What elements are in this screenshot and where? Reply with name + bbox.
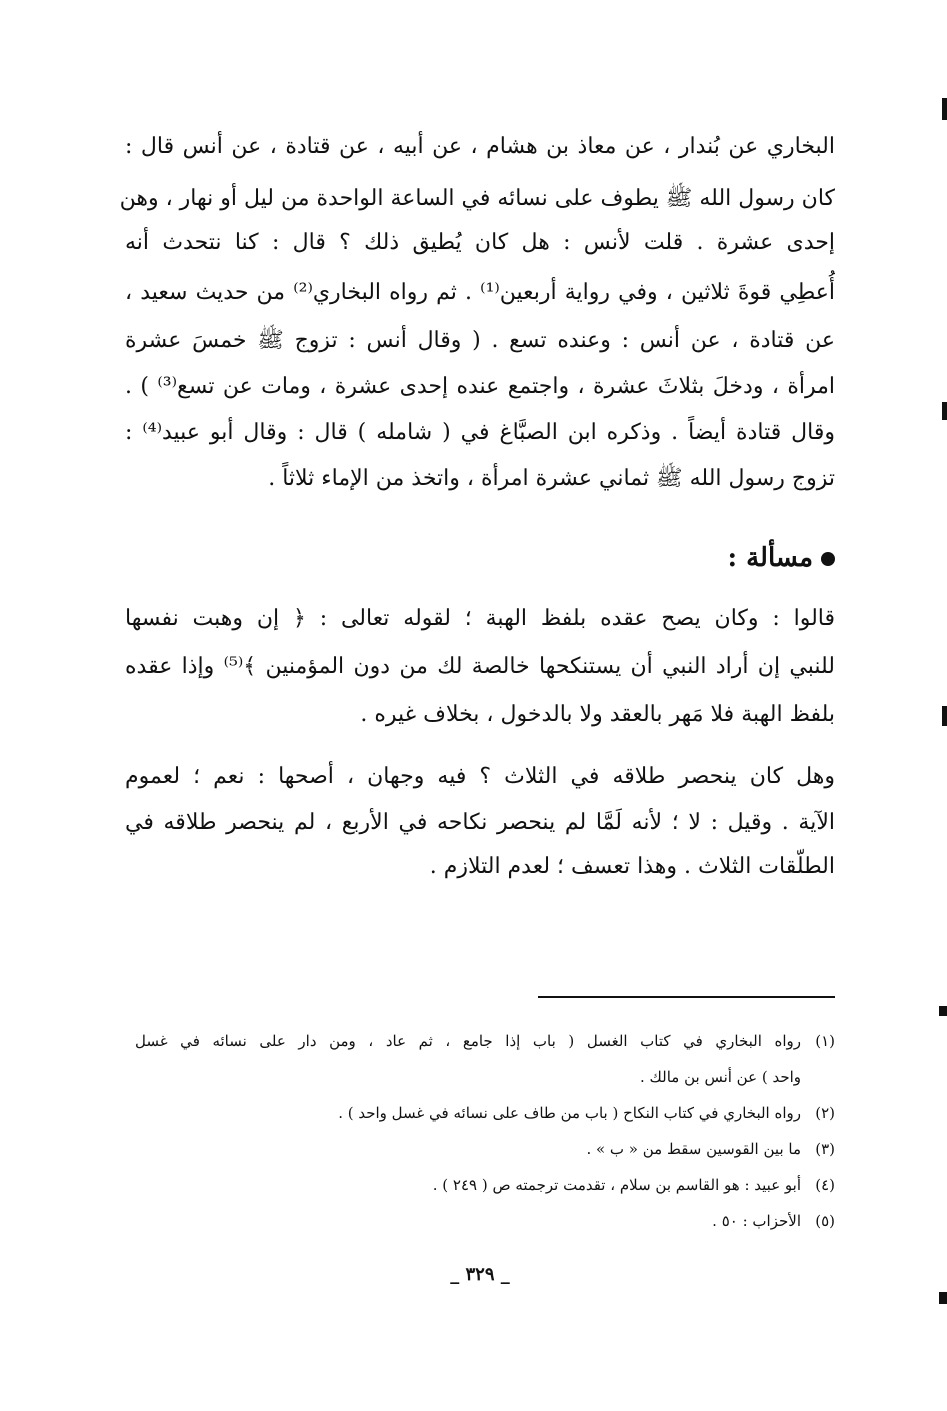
footnote-number: (٥) — [815, 1212, 835, 1230]
footnote-text: أبو عبيد : هو القاسم بن سلام ، تقدمت ترجمته ص ( ٢٤٩ ) . — [432, 1176, 801, 1194]
footnote-2 — [125, 1102, 835, 1124]
paragraph-2-line-3: بلفظ الهبة فلا مَهر بالعقد ولا بالدخول ، بخلاف غيره . — [360, 702, 835, 727]
scan-edge-mark — [939, 1292, 947, 1304]
paragraph-1-line-2: كان رسول الله ﷺ يطوف على نسائه في الساعة الواحدة من ليل أو نهار ، وهن — [119, 186, 835, 211]
paragraph-2-line-2: للنبي إن أراد النبي أن يستنكحها خالصة لك من دون المؤمنين ﴾⁽⁵⁾ وإذا عقده — [125, 654, 835, 679]
footnote-text: رواه البخاري في كتاب الغسل ( باب إذا جامع ، ثم عاد ، ومن دار على نسائه في غسل — [135, 1032, 801, 1050]
footnote-5 — [125, 1210, 835, 1232]
scan-edge-mark — [942, 706, 947, 726]
paragraph-3-line-2: الآية . وقيل : لا ؛ لأنه لَمَّا لم ينحصر نكاحه في الأربع ، لم ينحصر طلاقه في — [125, 810, 835, 835]
paragraph-2-line-1: قالوا : وكان يصح عقده بلفظ الهبة ؛ لقوله تعالى : ﴿ إن وهبت نفسها — [125, 606, 835, 631]
footnote-text: الأحزاب : ٥٠ . — [712, 1212, 801, 1230]
paragraph-1-line-6: امرأة ، ودخلَ بثلاثَ عشرة ، واجتمع عنده إحدى عشرة ، ومات عن تسع⁽³⁾ ) . — [125, 374, 835, 399]
footnote-number: (١) — [815, 1032, 835, 1050]
footnote-1-continuation: واحد ) عن أنس بن مالك . — [639, 1068, 801, 1086]
bullet-icon — [821, 552, 835, 566]
scan-edge-mark — [942, 402, 947, 420]
footnote-3 — [125, 1138, 835, 1160]
book-page — [119, 0, 835, 1411]
footnote-4 — [125, 1174, 835, 1196]
footnote-separator — [538, 996, 835, 998]
paragraph-1-line-3: إحدى عشرة . قلت لأنس : هل كان يُطيق ذلك ؟ قال : كنا نتحدث أنه — [125, 230, 835, 255]
footnote-text: رواه البخاري في كتاب النكاح ( باب من طاف على نسائه في غسل واحد ) . — [338, 1104, 801, 1122]
footnote-number: (٤) — [815, 1176, 835, 1194]
footnote-1 — [125, 1030, 835, 1052]
scan-edge-mark — [939, 1006, 947, 1016]
section-heading-text: مسألة : — [727, 543, 813, 573]
paragraph-1-line-8: تزوج رسول الله ﷺ ثماني عشرة امرأة ، واتخذ من الإماء ثلاثاً . — [268, 466, 835, 491]
paragraph-3-line-1: وهل كان ينحصر طلاقه في الثلاث ؟ فيه وجهان ، أصحها : نعم ؛ لعموم — [125, 764, 835, 789]
paragraph-1-line-5: عن قتادة ، عن أنس : وعنده تسع . ( وقال أنس : تزوج ﷺ خمسَ عشرة — [125, 328, 835, 353]
section-heading — [727, 540, 835, 576]
footnote-text: ما بين القوسين سقط من « ب » . — [586, 1140, 801, 1158]
page-number: _ ٣٢٩ _ — [450, 1264, 510, 1285]
paragraph-3-line-3: الطلّقات الثلاث . وهذا تعسف ؛ لعدم التلازم . — [429, 854, 835, 879]
paragraph-1-line-1: البخاري عن بُندار ، عن معاذ بن هشام ، عن أبيه ، عن قتادة ، عن أنس قال : — [125, 134, 835, 159]
footnote-number: (٢) — [815, 1104, 835, 1122]
scan-edge-mark — [942, 98, 947, 120]
footnote-number: (٣) — [815, 1140, 835, 1158]
paragraph-1-line-7: وقال قتادة أيضاً . وذكره ابن الصبَّاغ في ( شامله ) قال : وقال أبو عبيد⁽⁴⁾ : — [125, 420, 835, 445]
paragraph-1-line-4: أُعطِي قوةَ ثلاثين ، وفي رواية أربعين⁽¹⁾ . ثم رواه البخاري⁽²⁾ من حديث سعيد ، — [125, 280, 835, 305]
